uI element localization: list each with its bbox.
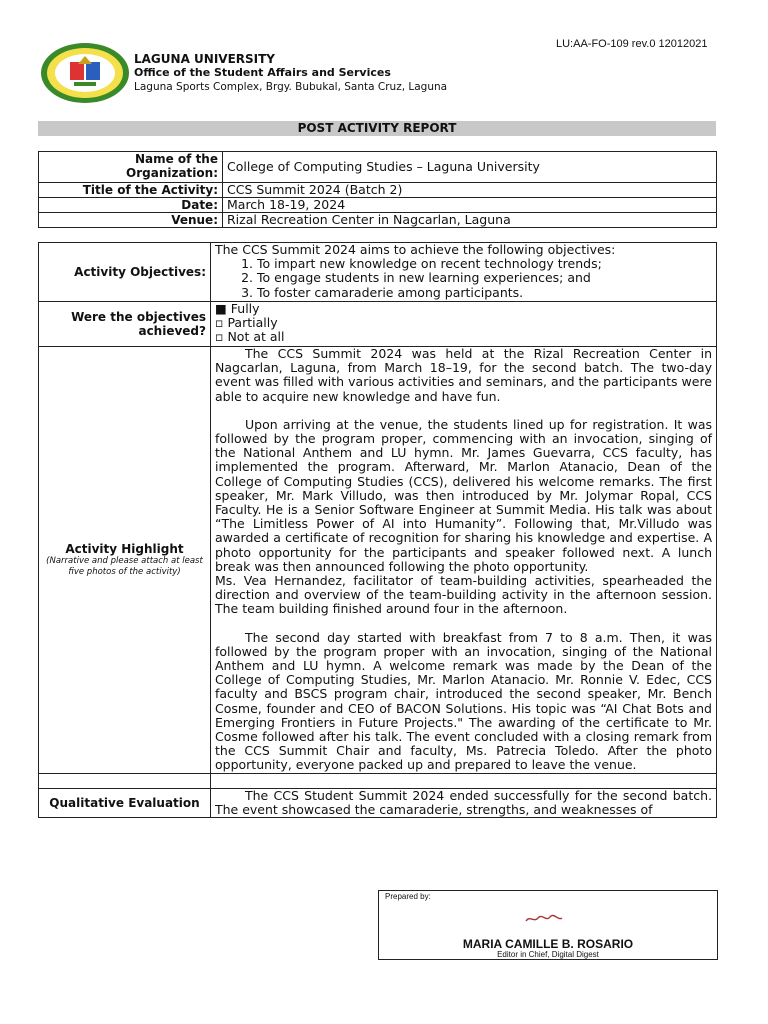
preparer-role: Editor in Chief, Digital Digest (497, 950, 599, 959)
title-label: Title of the Activity: (39, 183, 223, 198)
report-body-table (38, 242, 717, 818)
title-value: CCS Summit 2024 (Batch 2) (223, 183, 717, 198)
date-row (39, 198, 717, 213)
spacer-row (39, 773, 717, 788)
signature (524, 913, 564, 925)
evaluation-text: The CCS Student Summit 2024 ended successfully for the second batch. The event showcased the camaraderie, strengths, and weaknesses of (215, 788, 712, 817)
university-seal-logo (40, 42, 130, 104)
preparer-name: MARIA CAMILLE B. ROSARIO (462, 937, 634, 951)
form-code: LU:AA-FO-109 rev.0 12012021 (556, 38, 708, 50)
option-fully: ■ Fully (215, 301, 260, 316)
achieved-options (211, 302, 717, 347)
prepared-by-label: Prepared by: (385, 892, 431, 901)
office-name: Office of the Student Affairs and Services (134, 66, 391, 79)
highlight-row (39, 347, 717, 774)
evaluation-label: Qualitative Evaluation (39, 788, 211, 817)
highlight-label-cell (39, 347, 211, 774)
details-table (38, 151, 717, 228)
objective-item: 2. To engage students in new learning experiences; and (257, 271, 712, 285)
org-value: College of Computing Studies – Laguna University (223, 152, 717, 183)
narrative-paragraph: Ms. Vea Hernandez, facilitator of team-building activities, spearheaded the direction and overview of the team-building activity in the afternoon session. The team building finished around four in the afternoon. (215, 573, 712, 617)
evaluation-text-cell (211, 788, 717, 817)
venue-label: Venue: (39, 213, 223, 228)
university-name: LAGUNA UNIVERSITY (134, 52, 275, 66)
venue-row (39, 213, 717, 228)
objective-item: 1. To impart new knowledge on recent technology trends; (257, 257, 712, 271)
evaluation-row (39, 788, 717, 817)
narrative-paragraph: Upon arriving at the venue, the students lined up for registration. It was followed by the program proper, commencing with an invocation, singing of the National Anthem and LU hymn. Mr. James Guevarra, CCS faculty, has implemented the program. Afterward, Mr. Marlon Atanacio, Dean of the College of Computing Studies (CCS), delivered his welcome remarks. The first speaker, Mr. Mark Villudo, was then introduced by Mr. Jolymar Ropal, CCS Faculty. He is a Senior Software Engineer at Summit Media. His talk was about “The Limitless Power of AI into Humanity”. Following that, Mr.Villudo was awarded a certificate of recognition for sharing his knowledge and expertise. A photo opportunity for the participants and speaker followed next. A lunch break was then announced following the photo opportunity. (215, 416, 712, 574)
report-title: POST ACTIVITY REPORT (38, 121, 716, 136)
achieved-label: Were the objectives achieved? (39, 302, 211, 347)
objectives-label: Activity Objectives: (39, 243, 211, 302)
prepared-by-box (378, 890, 718, 960)
objective-item: 3. To foster camaraderie among participants. (257, 286, 712, 300)
highlight-sublabel: (Narrative and please attach at least five photos of the activity) (46, 555, 203, 577)
highlight-narrative (211, 347, 717, 774)
option-partially: ▫ Partially (215, 315, 278, 331)
venue-value: Rizal Recreation Center in Nagcarlan, Laguna (223, 213, 717, 228)
objectives-intro: The CCS Summit 2024 aims to achieve the following objectives: (215, 242, 616, 257)
narrative-paragraph: The CCS Summit 2024 was held at the Rizal Recreation Center in Nagcarlan, Laguna, from March 18–19, for the second batch. The two-day event was filled with various activities and seminars, and the participants were able to acquire new knowledge and have fun. (215, 346, 712, 404)
title-row (39, 183, 717, 198)
university-header (134, 52, 447, 94)
option-not-at-all: ▫ Not at all (215, 329, 285, 345)
narrative-paragraph: The second day started with breakfast from 7 to 8 a.m. Then, it was followed by the program proper with an invocation, singing of the National Anthem and LU hymn. A welcome remark was made by the Dean of the College of Computing Studies, Mr. Marlon Atanacio. Mr. Ronnie V. Edec, CCS faculty and BSCS program chair, introduced the second speaker, Mr. Bench Cosme, founder and CEO of BACON Solutions. His topic was “AI Chat Bots and Emerging Frontiers in Future Projects." The awarding of the certificate to Mr. Cosme followed after his talk. The event concluded with a closing remark from the CCS Summit Chair and faculty, Ms. Patrecia Toledo. After the photo opportunity, everyone packed up and prepared to leave the venue. (215, 629, 712, 773)
objectives-list (215, 257, 712, 300)
date-label: Date: (39, 198, 223, 213)
objectives-cell (211, 243, 717, 302)
date-value: March 18-19, 2024 (223, 198, 717, 213)
achieved-row (39, 302, 717, 347)
org-row (39, 152, 717, 183)
org-label: Name of the Organization: (39, 152, 223, 183)
highlight-label: Activity Highlight (65, 541, 184, 556)
objectives-row (39, 243, 717, 302)
office-address: Laguna Sports Complex, Brgy. Bubukal, Santa Cruz, Laguna (134, 81, 448, 93)
